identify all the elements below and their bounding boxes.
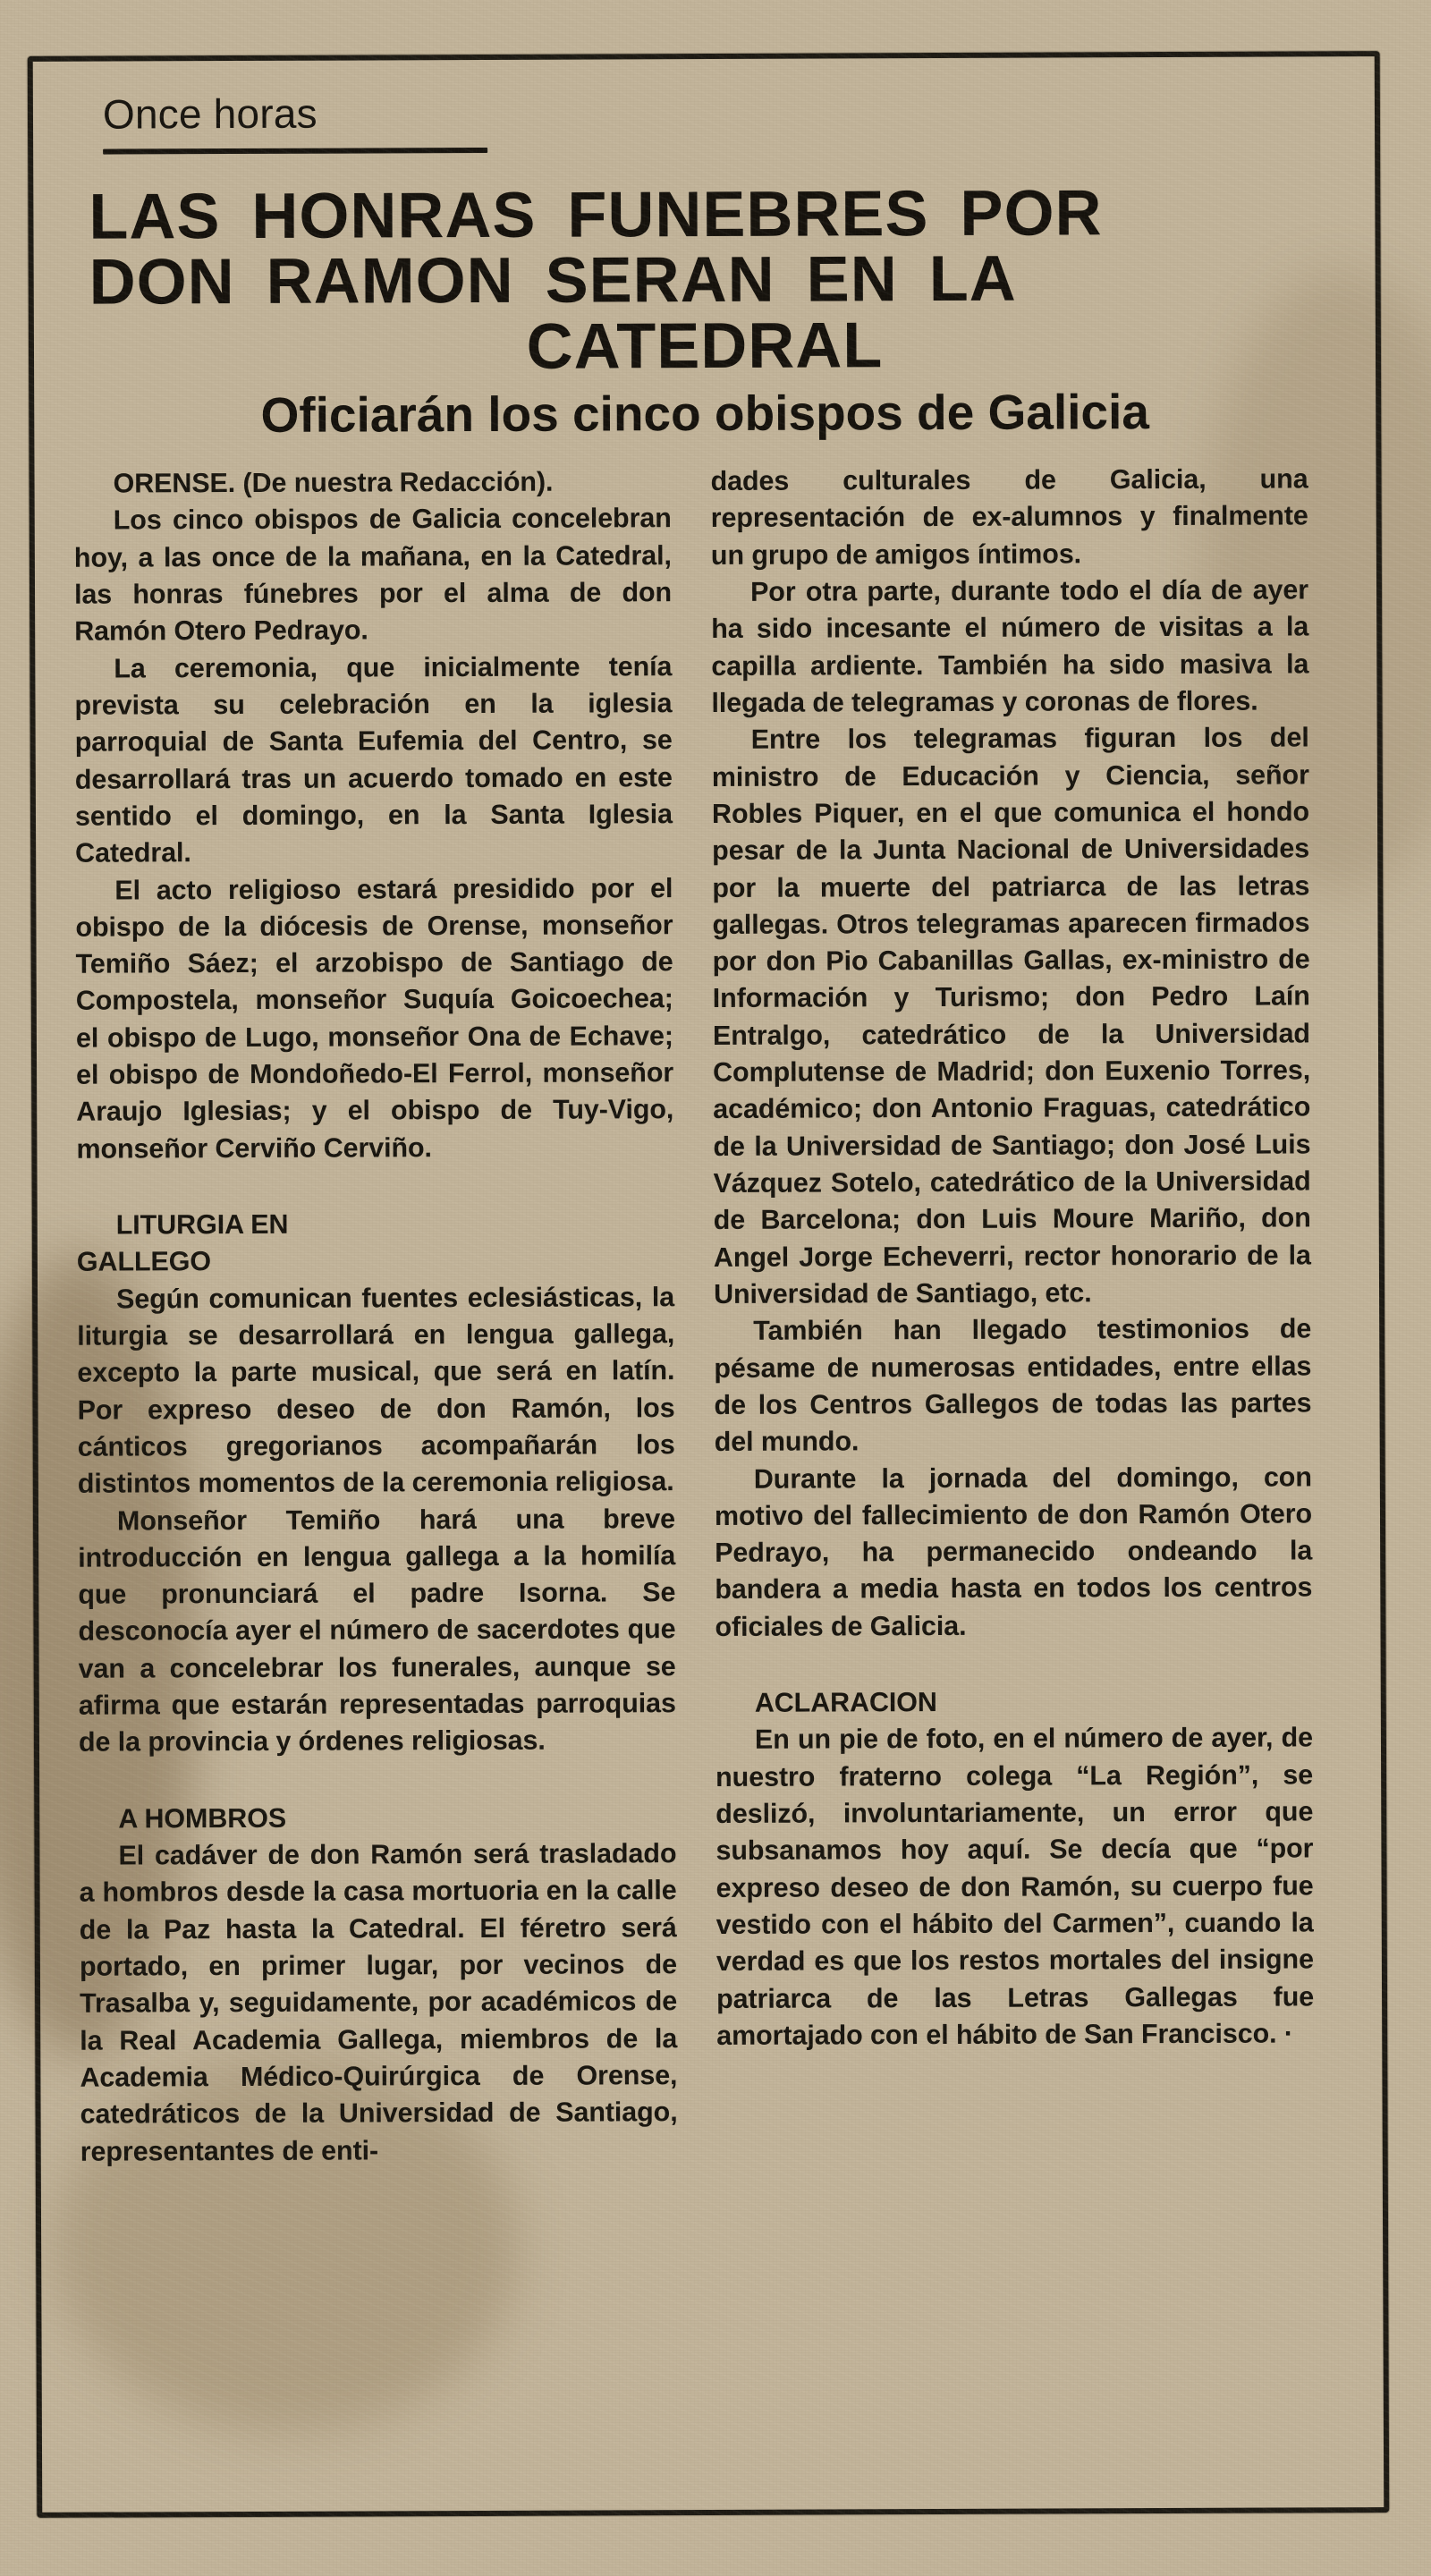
article-paragraph: También han llegado testimonios de pésame de numerosas entidades, entre ellas de los Centros Gallegos de todas las partes del mundo. — [714, 1313, 1312, 1458]
article-paragraph: Durante la jornada del domingo, con motivo del fallecimiento de don Ramón Otero Pedrayo, ha permanecido ondeando la bandera a media hasta en todos los centros oficiales de Galicia. — [714, 1461, 1313, 1642]
headline-line-1: LAS HONRAS FUNEBRES POR — [89, 177, 1103, 253]
headline-deck: Oficiarán los cinco obispos de Galicia — [260, 384, 1150, 444]
article-columns — [73, 461, 1342, 2170]
article-paragraph: Monseñor Temiño hará una breve introducción en lengua gallega a la homilía que pronunciará el padre Isorna. Se desconocía ayer el número de sacerdotes que van a concelebrar los funerales, aunque se afirma que estarán representadas parroquias de la provincia y órdenes religiosas. — [78, 1503, 676, 1758]
section-subhead: A HOMBROS — [118, 1802, 287, 1835]
kicker-label: Once horas — [102, 89, 318, 138]
article-paragraph: La ceremonia, que inicialmente tenía prevista su celebración en la iglesia parroquial de Santa Eufemia del Centro, se desarrollará tras un acuerdo tomado en este sentido el domingo, en la Santa Iglesia Catedral. — [74, 650, 673, 869]
article-paragraph: En un pie de foto, en el número de ayer, de nuestro fraterno colega “La Región”, se deslizó, involuntariamente, un error que subsanamos hoy aquí. Se decía que “por expreso deseo de don Ramón, su cuerpo fue vestido con el hábito del Carmen”, cuando la verdad es que los restos mortales del insigne patriarca de las Letras Gallegas fue amortajado con el hábito de San Francisco. · — [716, 1722, 1315, 2051]
clipping-content — [33, 56, 1384, 2512]
article-paragraph: Los cinco obispos de Galicia concelebran hoy, a las once de la mañana, en la Catedral, las honras fúnebres por el alma de don Ramón Otero Pedrayo. — [73, 503, 673, 648]
headline-line-3: CATEDRAL — [526, 309, 884, 383]
headline-line-2: DON RAMON SERAN EN LA — [89, 243, 1017, 319]
article-dateline: ORENSE. (De nuestra Redacción). — [113, 466, 554, 499]
section-subhead: LITURGIA EN GALLEGO — [76, 1208, 289, 1278]
page-title — [72, 177, 1336, 383]
kicker-underline — [103, 148, 487, 155]
article-paragraph: El cadáver de don Ramón será trasladado a hombros desde la casa mortuoria en la calle de la Paz hasta la Catedral. El féretro será portado, en primer lugar, por vecinos de Trasalba y, seguidamente, por académicos de la Real Academia Gallega, miembros de la Academia Médico-Quirúrgica de Orense, catedráticos de la Universidad de Santiago, representantes de enti- — [79, 1838, 678, 2167]
article-paragraph: dades culturales de Galicia, una representación de ex-alumnos y finalmente un grupo de amigos íntimos. — [710, 463, 1308, 571]
article-column-left — [73, 463, 677, 2170]
article-paragraph: Según comunican fuentes eclesiásticas, la liturgia se desarrollará en lengua gallega, excepto la parte musical, que será en latín. Por expreso deseo de don Ramón, los cánticos gregorianos acompañarán los distintos momentos de la ceremonia religiosa. — [77, 1281, 675, 1499]
section-subhead: ACLARACION — [754, 1687, 937, 1718]
article-paragraph: El acto religioso estará presidido por el obispo de la diócesis de Orense, monseñor Temiño Sáez; el arzobispo de Santiago de Compostela, monseñor Suquía Goicoechea; el obispo de Lugo, monseñor Ona de Echave; el obispo de Mondoñedo-El Ferrol, monseñor Araujo Iglesias; y el obispo de Tuy-Vigo, monseñor Cerviño Cerviño. — [75, 872, 674, 1165]
article-paragraph: Entre los telegramas figuran los del ministro de Educación y Ciencia, señor Robles Piquer, en el que comunica el hondo pesar de la Junta Nacional de Universidades por la muerte del patriarca de las letras gallegas. Otros telegramas aparecen firmados por don Pio Cabanillas Gallas, ex-ministro de Información y Turismo; don Pedro Laín Entralgo, catedrático de la Universidad Complutense de Madrid; don Euxenio Torres, académico; don Antonio Fraguas, catedrático de la Universidad de Santiago; don José Luis Vázquez Sotelo, catedrático de la Universidad de Barcelona; don Luis Moure Mariño, don Angel Jorge Echeverri, rector honorario de la Universidad de Santiago, etc. — [711, 722, 1311, 1309]
newspaper-clipping — [28, 51, 1390, 2518]
article-paragraph: Por otra parte, durante todo el día de ayer ha sido incesante el número de visitas a la capilla ardiente. También ha sido masiva la llegada de telegramas y coronas de flores. — [711, 574, 1309, 718]
article-column-right — [710, 461, 1314, 2055]
